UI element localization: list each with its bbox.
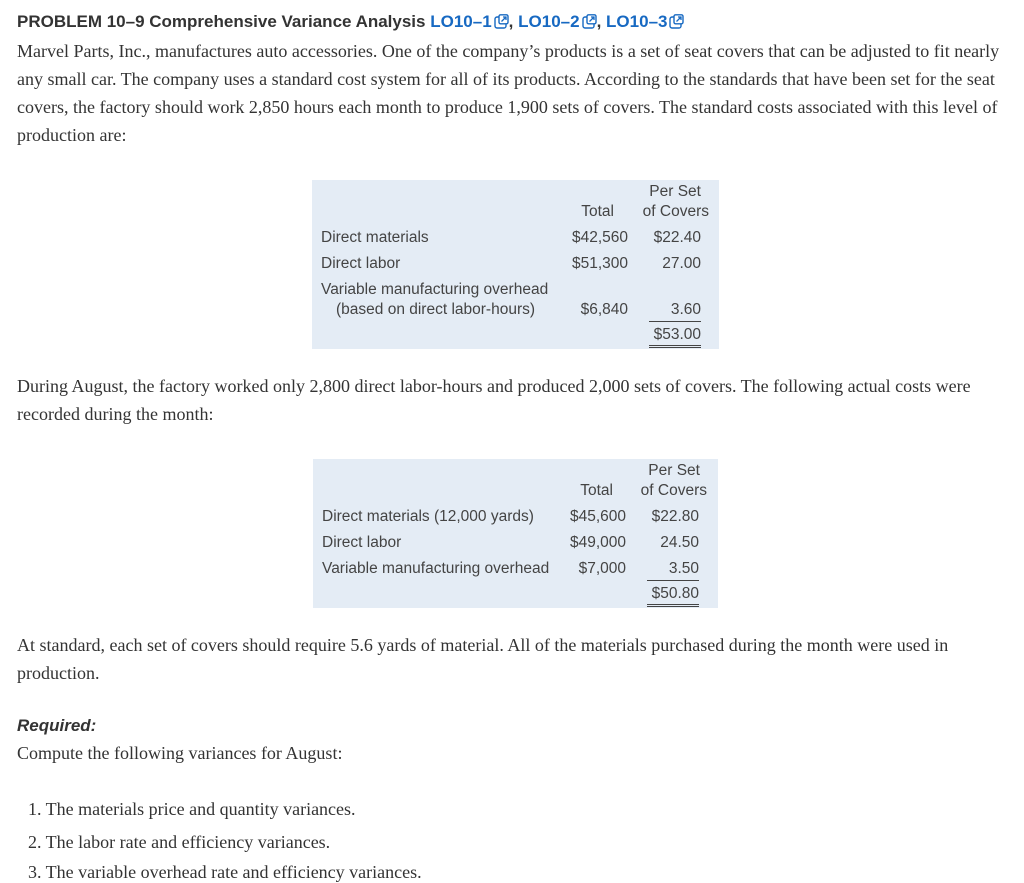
header-of-covers: of Covers bbox=[640, 482, 707, 499]
row-label: Direct labor bbox=[322, 534, 402, 551]
row-per-set: 27.00 bbox=[662, 255, 701, 272]
required-instruction: Compute the following variances for August: bbox=[17, 743, 343, 763]
problem-title: PROBLEM 10–9 Comprehensive Variance Analysis bbox=[17, 12, 426, 31]
row-label: Direct labor bbox=[321, 255, 401, 272]
link-separator: , bbox=[596, 12, 602, 31]
august-paragraph: During August, the factory worked only 2,800 direct labor-hours and produced 2,000 sets of covers. The following actual costs were recorded during the month: bbox=[17, 376, 971, 424]
row-total: $49,000 bbox=[569, 534, 626, 551]
link-separator: , bbox=[508, 12, 514, 31]
row-label: Direct materials bbox=[321, 229, 429, 246]
row-per-set: $22.40 bbox=[653, 229, 701, 246]
row-per-set: $22.80 bbox=[651, 508, 699, 525]
external-link-icon[interactable] bbox=[669, 14, 684, 34]
header-total: Total bbox=[581, 203, 614, 220]
row-label: Variable manufacturing overhead bbox=[321, 281, 549, 298]
row-per-set: 3.50 bbox=[668, 560, 699, 577]
row-total: $51,300 bbox=[571, 255, 628, 272]
lo-link-2[interactable]: LO10–2 bbox=[518, 12, 580, 31]
row-label: Variable manufacturing overhead bbox=[322, 560, 550, 577]
double-underline-top bbox=[647, 604, 699, 605]
external-link-icon[interactable] bbox=[494, 14, 509, 34]
row-per-set: 24.50 bbox=[660, 534, 699, 551]
external-link-icon[interactable] bbox=[582, 14, 597, 34]
header-total: Total bbox=[580, 482, 613, 499]
sum-per-set: $50.80 bbox=[651, 585, 699, 602]
list-item: 1. The materials price and quantity variances. bbox=[28, 799, 356, 819]
header-per-set: Per Set bbox=[649, 183, 701, 200]
sum-underline bbox=[647, 580, 699, 581]
double-underline-bottom bbox=[649, 347, 701, 348]
header-of-covers: of Covers bbox=[642, 203, 709, 220]
actual-cost-table bbox=[313, 459, 718, 608]
intro-paragraph: Marvel Parts, Inc., manufactures auto accessories. One of the company’s products is a set of seat covers that can be adjusted to fit nearly any small car. The company uses a standard cost system for all of its products. According to the standards that have been set for the seat covers, the factory should work 2,850 hours each month to produce 1,900 sets of covers. The standard costs associated with this level of production are: bbox=[17, 41, 1000, 145]
problem-heading bbox=[17, 12, 684, 34]
sum-per-set: $53.00 bbox=[653, 326, 701, 343]
row-total: $45,600 bbox=[569, 508, 626, 525]
double-underline-bottom bbox=[647, 606, 699, 607]
lo-link-1[interactable]: LO10–1 bbox=[430, 12, 492, 31]
sum-underline bbox=[649, 321, 701, 322]
list-item: 3. The variable overhead rate and efficiency variances. bbox=[28, 862, 422, 882]
required-heading: Required: bbox=[17, 716, 97, 735]
standard-materials-paragraph: At standard, each set of covers should require 5.6 yards of material. All of the materials purchased during the month were used in production. bbox=[17, 635, 949, 683]
row-per-set: 3.60 bbox=[670, 301, 701, 318]
list-item: 2. The labor rate and efficiency variances. bbox=[28, 832, 331, 852]
standard-cost-table bbox=[312, 180, 719, 349]
row-label: Direct materials (12,000 yards) bbox=[322, 508, 534, 525]
row-total: $6,840 bbox=[580, 301, 628, 318]
double-underline-top bbox=[649, 345, 701, 346]
row-label-continued: (based on direct labor-hours) bbox=[336, 301, 536, 318]
row-total: $7,000 bbox=[578, 560, 626, 577]
header-per-set: Per Set bbox=[648, 462, 700, 479]
lo-link-3[interactable]: LO10–3 bbox=[606, 12, 668, 31]
row-total: $42,560 bbox=[571, 229, 628, 246]
